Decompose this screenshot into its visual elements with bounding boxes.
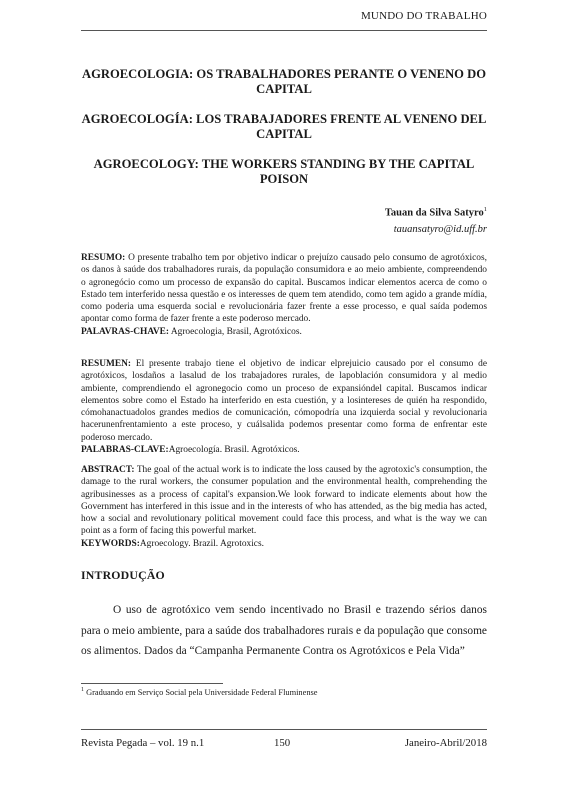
abstract-spanish xyxy=(81,358,487,456)
intro-paragraph: O uso de agrotóxico vem sendo incentivado no Brasil e trazendo sérios danos para o meio ambiente, para a saúde dos trabalhadores rurais e da população que consome os alimentos. Dados da “Campanha Permanente Contra os Agrotóxicos e Pela Vida” xyxy=(81,604,487,657)
running-header xyxy=(81,0,487,31)
palavras-chave-label: PALAVRAS-CHAVE: xyxy=(81,326,170,337)
author-name: Tauan da Silva Satyro xyxy=(384,207,484,219)
author-footnote-marker: 1 xyxy=(483,206,487,213)
abstract-portuguese xyxy=(81,252,487,338)
footer-date: Janeiro-Abril/2018 xyxy=(404,737,487,749)
abstract-label: ABSTRACT: xyxy=(81,465,135,475)
footer-journal: Revista Pegada – vol. 19 n.1 xyxy=(81,737,205,749)
abstract-text: The goal of the actual work is to indicate the loss caused by the agrotoxic's consumption, the damage to the rural workers, the consumer population and the environmental health, comprehending the agribusinesses as a process of capital's expansion.We look forward to indicate elements about how the Government has interfered in this issue and in the interests of who has attended, as the big media has acted, how a social and revolutionary political movement could face this process, and what is the way we can point as a form of facing this powerful market. xyxy=(81,465,487,537)
resumo-label: RESUMO: xyxy=(81,253,126,263)
journal-section-label: MUNDO DO TRABALHO xyxy=(360,10,487,22)
palavras-chave-text: Agroecologia, Brasil, Agrotóxicos. xyxy=(169,326,302,337)
footnote-text: Graduando em Serviço Social pela Universidade Federal Fluminense xyxy=(84,687,318,697)
title-english: AGROECOLOGY: THE WORKERS STANDING BY THE CAPITAL POISON xyxy=(93,157,475,186)
abstract-english xyxy=(81,464,487,550)
footnote-marker: 1 xyxy=(81,687,84,693)
resumen-text: El presente trabajo tiene el objetivo de indicar elprejuicio causado por el consumo de agrotóxicos, losdaños a lasalud de los trabajadores rurales, de lapoblación consumidora y al medio ambiente, comprendiendo el agronegocio como un proceso de expansióndel capital. Buscamos indicar elementos sobre como el Estado ha interferido en esta cuestión, y a losintereses de quién ha respondido, cómohanactuadolos grandes medios de comunicación, cómopodría una izquierda social y revolucionaria hacerunenfrentamiento a este proceso, y cuálsalida podemos presentar como forma de enfrentar este poderoso mercado. xyxy=(81,359,487,443)
title-portuguese: AGROECOLOGIA: OS TRABALHADORES PERANTE O VENENO DO CAPITAL xyxy=(82,67,486,96)
author-email: tauansatyro@id.uff.br xyxy=(393,223,487,235)
footer-divider xyxy=(81,729,487,730)
footnote xyxy=(81,687,318,697)
page-number: 150 xyxy=(274,737,291,749)
keywords-text: Agroecology. Brazil. Agrotoxics. xyxy=(139,538,264,549)
resumo-text: O presente trabalho tem por objetivo indicar o prejuízo causado pelo consumo de agrotóxicos, os danos à saúde dos trabalhadores rurais, da população consumidora e ao meio ambiente, compreendendo o agronegócio como um processo de expansão do capital. Buscamos indicar elementos acerca de como o Estado tem interferido nessa questão e os interesses de quem tem atendido, como tem agido a grande mídia, como poderia uma esquerda social e revolucionária fazer frente a esse processo, e qual saída podemos apontar como forma de fazer frente a este poderoso mercado. xyxy=(81,253,487,325)
title-spanish: AGROECOLOGÍA: LOS TRABAJADORES FRENTE AL VENENO DEL CAPITAL xyxy=(81,112,487,141)
palabras-clave-text: Agroecología. Brasil. Agrotóxicos. xyxy=(168,445,300,456)
footnote-divider xyxy=(81,683,223,684)
resumen-label: RESUMEN: xyxy=(81,359,132,369)
section-heading-introducao: INTRODUÇÃO xyxy=(81,568,165,582)
author-block xyxy=(385,202,487,238)
palabras-clave-label: PALABRAS-CLAVE: xyxy=(81,445,169,456)
keywords-label: KEYWORDS: xyxy=(81,538,140,549)
